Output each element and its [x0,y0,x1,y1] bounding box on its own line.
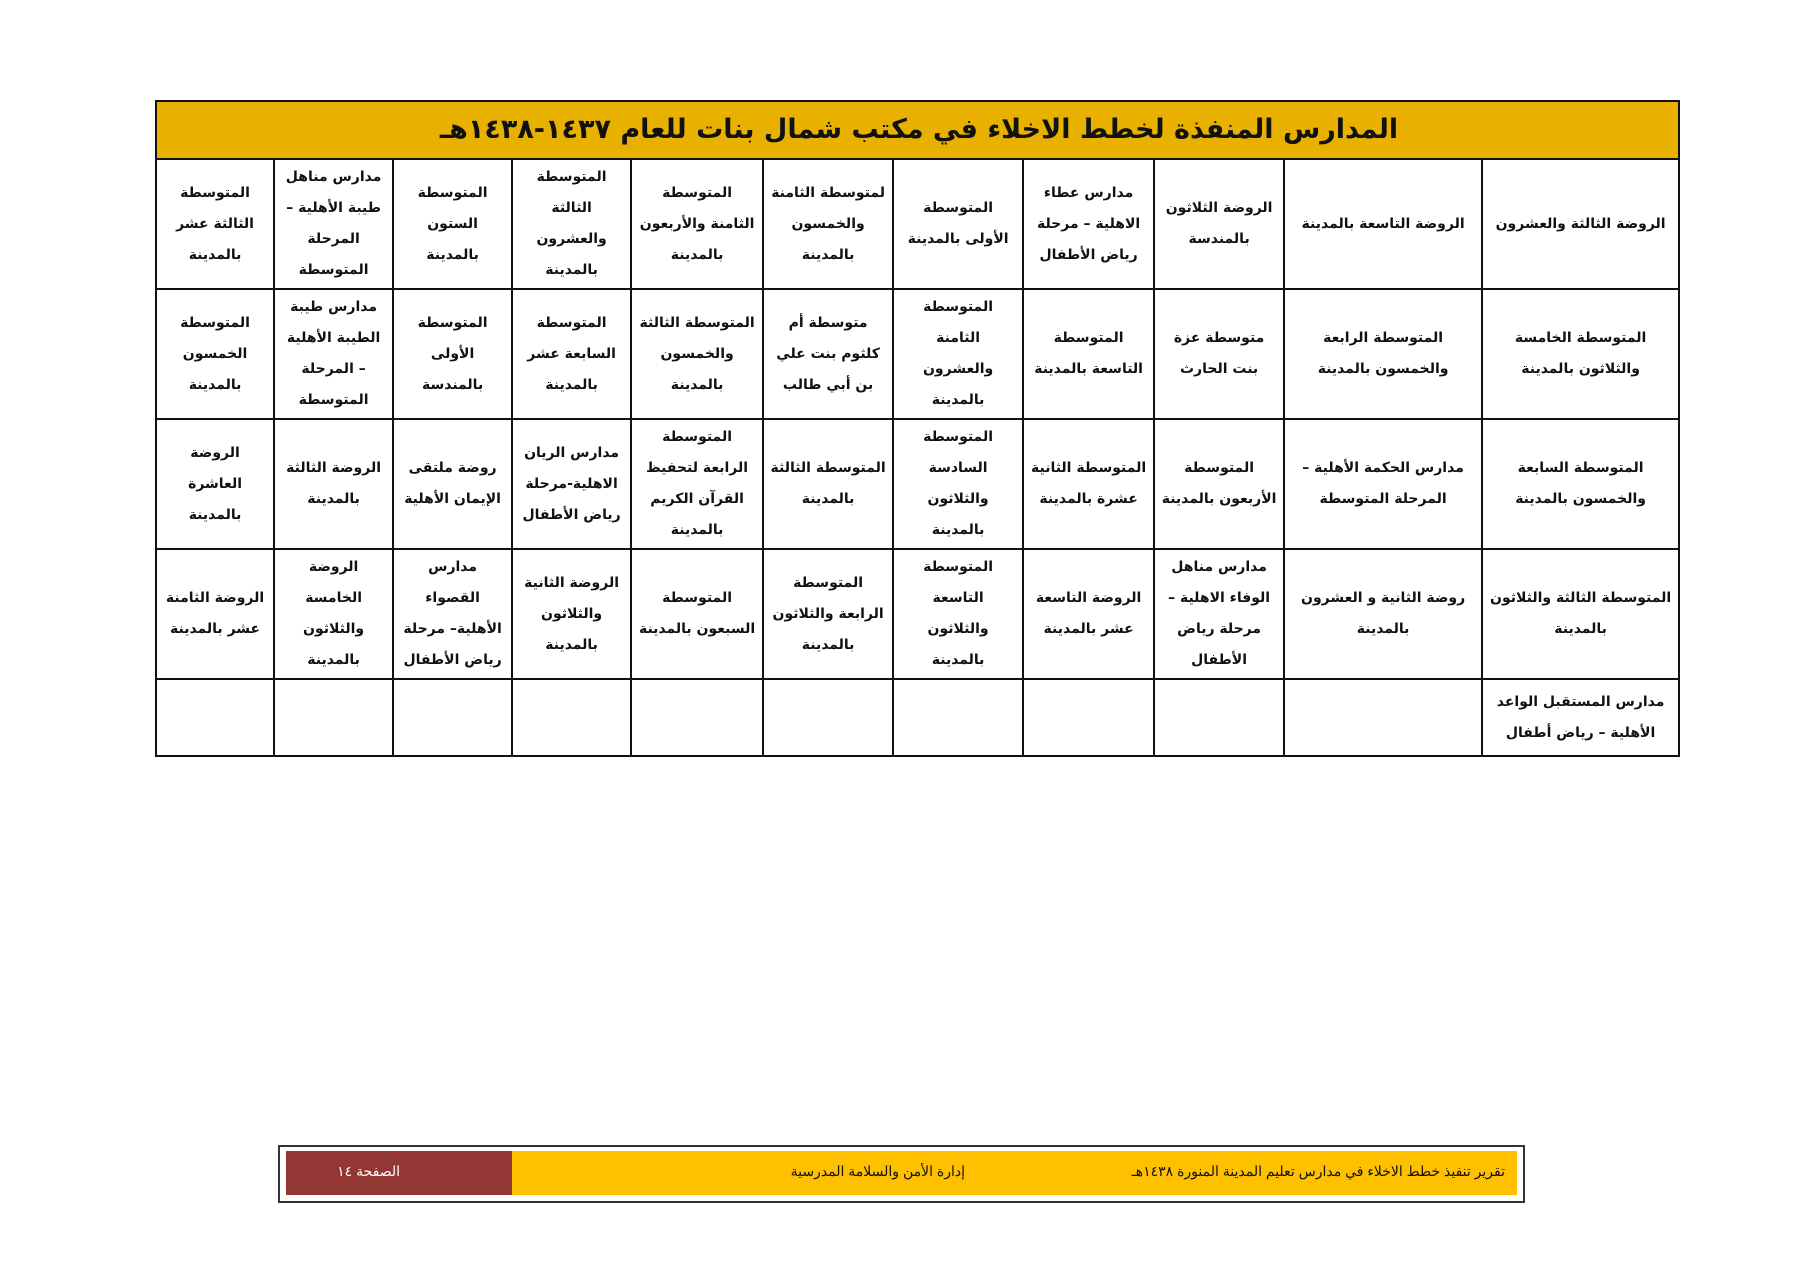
school-cell [1284,679,1482,756]
school-cell: المتوسطة السبعون بالمدينة [631,549,763,679]
schools-table [155,100,1680,757]
school-cell: المتوسطة السادسة والثلاثون بالمدينة [893,419,1023,549]
school-cell: المتوسطة الأربعون بالمدينة [1154,419,1284,549]
school-cell: المتوسطة الثالثة والثلاثون بالمدينة [1482,549,1679,679]
school-cell: المتوسطة الأولى بالمندسة [393,289,512,419]
table-row [156,419,1679,549]
school-cell: مدارس المستقبل الواعد الأهلية – رياض أطفال [1482,679,1679,756]
school-cell [156,679,274,756]
school-cell: المتوسطة الأولى بالمدينة [893,159,1023,289]
school-cell: مدارس الريان الاهلية-مرحلة رياض الأطفال [512,419,631,549]
school-cell: الروضة الثالثة والعشرون [1482,159,1679,289]
table-title [156,101,1679,159]
school-cell: روضة الثانية و العشرون بالمدينة [1284,549,1482,679]
footer-band [286,1151,1517,1195]
school-cell: المتوسطة التاسعة والثلاثون بالمدينة [893,549,1023,679]
table-row [156,159,1679,289]
school-cell: المتوسطة الرابعة والخمسون بالمدينة [1284,289,1482,419]
school-cell: متوسطة أم كلثوم بنت علي بن أبي طالب [763,289,893,419]
footer-department: إدارة الأمن والسلامة المدرسية [790,1163,965,1179]
table-row [156,289,1679,419]
footer-report-title: تقرير تنفيذ خطط الاخلاء في مدارس تعليم المدينة المنورة ١٤٣٨هـ [1131,1163,1505,1179]
school-cell: المتوسطة الثالثة بالمدينة [763,419,893,549]
school-cell: المتوسطة الثالثة والعشرون بالمدينة [512,159,631,289]
school-cell: الروضة العاشرة بالمدينة [156,419,274,549]
table-title-text: المدارس المنفذة لخطط الاخلاء في مكتب شمال بنات للعام ١٤٣٧-١٤٣٨هـ [439,114,1399,145]
page-footer [278,1145,1525,1203]
school-cell: متوسطة عزة بنت الحارث [1154,289,1284,419]
school-cell [393,679,512,756]
school-cell: مدارس الحكمة الأهلية – المرحلة المتوسطة [1284,419,1482,549]
school-cell: الروضة الثانية والثلاثون بالمدينة [512,549,631,679]
school-cell [893,679,1023,756]
school-cell: المتوسطة الثامنة والعشرون بالمدينة [893,289,1023,419]
school-cell: مدارس مناهل طيبة الأهلية – المرحلة المتوسطة [274,159,393,289]
table-row [156,549,1679,679]
school-cell: الروضة التاسعة بالمدينة [1284,159,1482,289]
school-cell: الروضة الثلاثون بالمندسة [1154,159,1284,289]
school-cell [512,679,631,756]
school-cell: الروضة الثالثة بالمدينة [274,419,393,549]
school-cell: لمتوسطة الثامنة والخمسون بالمدينة [763,159,893,289]
school-cell: روضة ملتقى الإيمان الأهلية [393,419,512,549]
school-cell: المتوسطة الرابعة لتحفيظ القرآن الكريم بالمدينة [631,419,763,549]
school-cell: المتوسطة الثالثة عشر بالمدينة [156,159,274,289]
page-number: الصفحة ١٤ [337,1163,400,1179]
school-cell: المتوسطة الخمسون بالمدينة [156,289,274,419]
school-cell: مدارس عطاء الاهلية – مرحلة رياض الأطفال [1023,159,1154,289]
school-cell [274,679,393,756]
school-cell: المتوسطة السابعة والخمسون بالمدينة [1482,419,1679,549]
school-cell: الروضة الخامسة والثلاثون بالمدينة [274,549,393,679]
school-cell: المتوسطة الستون بالمدينة [393,159,512,289]
school-cell: المتوسطة الخامسة والثلاثون بالمدينة [1482,289,1679,419]
school-cell: المتوسطة الثانية عشرة بالمدينة [1023,419,1154,549]
school-cell: الروضة التاسعة عشر بالمدينة [1023,549,1154,679]
school-cell: المتوسطة السابعة عشر بالمدينة [512,289,631,419]
school-cell [631,679,763,756]
school-cell [763,679,893,756]
school-cell: المتوسطة الثامنة والأربعون بالمدينة [631,159,763,289]
school-cell [1023,679,1154,756]
page-number-box [286,1151,512,1195]
school-cell [1154,679,1284,756]
school-cell: مدارس طيبة الطيبة الأهلية – المرحلة المتوسطة [274,289,393,419]
school-cell: الروضة الثامنة عشر بالمدينة [156,549,274,679]
school-cell: مدارس مناهل الوفاء الاهلية – مرحلة رياض الأطفال [1154,549,1284,679]
table-row [156,679,1679,756]
school-cell: المتوسطة الرابعة والثلاثون بالمدينة [763,549,893,679]
school-cell: مدارس القصواء الأهلية– مرحلة رياض الأطفال [393,549,512,679]
school-cell: المتوسطة الثالثة والخمسون بالمدينة [631,289,763,419]
school-cell: المتوسطة التاسعة بالمدينة [1023,289,1154,419]
